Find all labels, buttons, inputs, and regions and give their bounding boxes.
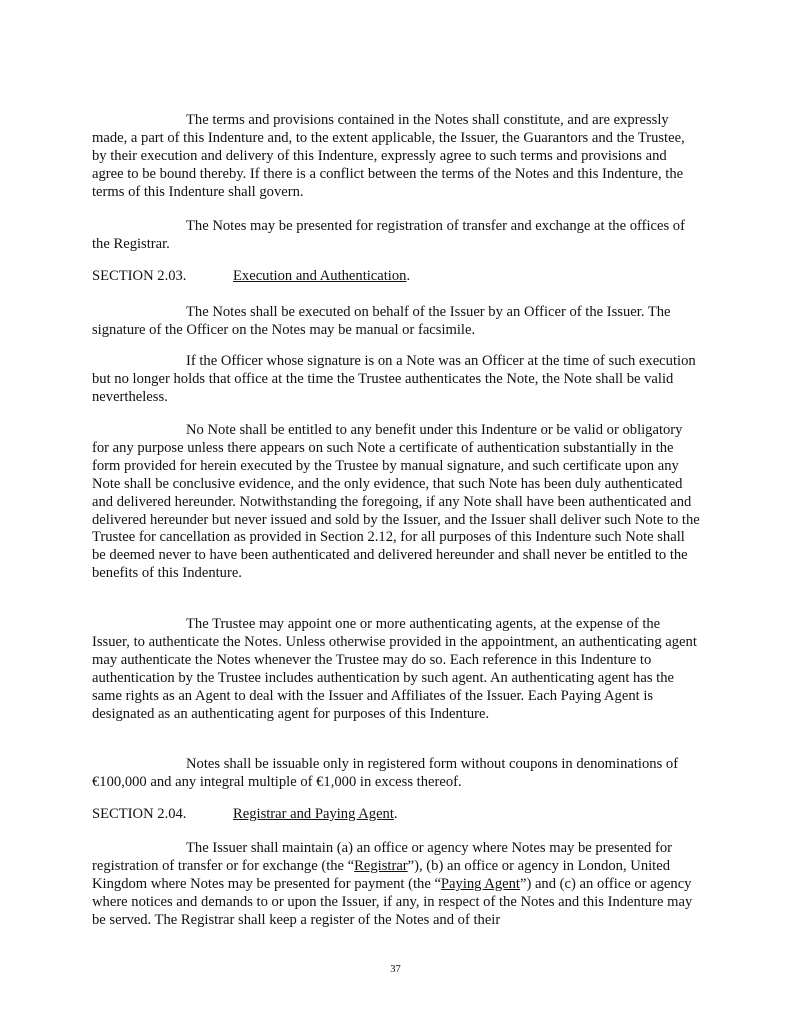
paragraph-authenticating-agents — [92, 616, 701, 723]
paragraph-registrar-paying-agent — [92, 840, 701, 930]
section-number: SECTION 2.04. — [92, 806, 187, 822]
paragraph-text: The Notes may be presented for registration of transfer and exchange at the offices of the Registrar. — [92, 218, 685, 252]
paragraph-registration — [92, 218, 701, 254]
paragraph-certificate-authentication — [92, 422, 701, 583]
paragraph-text: Notes shall be issuable only in registered form without coupons in denominations of €100,000 and any integral multiple of €1,000 in excess thereof. — [92, 756, 679, 790]
paragraph-text — [92, 840, 701, 930]
paragraph-text: The Trustee may appoint one or more authenticating agents, at the expense of the Issuer, to authenticate the Notes. Unless otherwise provided in the appointment, an authenticating agent may authenticate the Notes whenever the Trustee may do so. Each reference in this Indenture to authentication by the Trustee includes authentication by such agent. An authenticating agent has the same rights as an Agent to deal with the Issuer and Affiliates of the Issuer. Each Paying Agent is designated as an authenticating agent for purposes of this Indenture. — [92, 616, 697, 722]
paragraph-terms-provisions — [92, 112, 701, 202]
section-heading-2-04 — [92, 806, 701, 824]
section-title-period: . — [406, 268, 411, 284]
paragraph-denominations — [92, 756, 701, 792]
paragraph-officer-signature — [92, 353, 701, 407]
page-number: 37 — [390, 964, 401, 975]
section-heading-2-03 — [92, 268, 701, 286]
section-number: SECTION 2.03. — [92, 268, 187, 284]
paragraph-text: The terms and provisions contained in the Notes shall constitute, and are expressly made, a part of this Indenture and, to the extent applicable, the Issuer, the Guarantors and the Trustee, by their execution and delivery of this Indenture, expressly agree to such terms and provisions and agree to be bound thereby. If there is a conflict between the terms of the Notes and this Indenture, the terms of this Indenture shall govern. — [92, 112, 685, 200]
section-title-period: . — [393, 806, 398, 822]
paragraph-text-part: The Issuer shall maintain (a) an office or agency where Notes may be presented for registration of transfer or for exchange (the “ — [92, 840, 672, 874]
defined-term-paying-agent: Paying Agent — [440, 875, 520, 892]
paragraph-text-part: ”) and (c) an office or agency where notices and demands to or upon the Issuer, if any, in respect of the Notes and this Indenture may be served. The Registrar shall keep a register of the Notes and of their — [92, 875, 693, 928]
paragraph-execution — [92, 304, 701, 340]
paragraph-text: If the Officer whose signature is on a Note was an Officer at the time of such execution but no longer holds that office at the time the Trustee authenticates the Note, the Note shall be valid nevertheless. — [92, 353, 696, 405]
paragraph-text-part: ”), (b) an office or agency in London, United Kingdom where Notes may be presented for payment (the “ — [92, 857, 670, 892]
section-title: Registrar and Paying Agent — [233, 806, 394, 822]
paragraph-text: No Note shall be entitled to any benefit under this Indenture or be valid or obligatory for any purpose unless there appears on such Note a certificate of authentication substantially in the form provided for herein executed by the Trustee by manual signature, and such certificate upon any Note shall be conclusive evidence, and the only evidence, that such Note has been duly authenticated and delivered hereunder. Notwithstanding the foregoing, if any Note shall have been authenticated and delivered hereunder but never issued and sold by the Issuer, and the Issuer shall deliver such Note to the Trustee for cancellation as provided in Section 2.12, for all purposes of this Indenture such Note shall be deemed never to have been authenticated and delivered hereunder and shall never be entitled to the benefits of this Indenture. — [92, 422, 700, 582]
section-title: Execution and Authentication — [233, 268, 407, 284]
defined-term-registrar: Registrar — [354, 857, 408, 874]
paragraph-text: The Notes shall be executed on behalf of the Issuer by an Officer of the Issuer. The signature of the Officer on the Notes may be manual or facsimile. — [92, 304, 671, 338]
